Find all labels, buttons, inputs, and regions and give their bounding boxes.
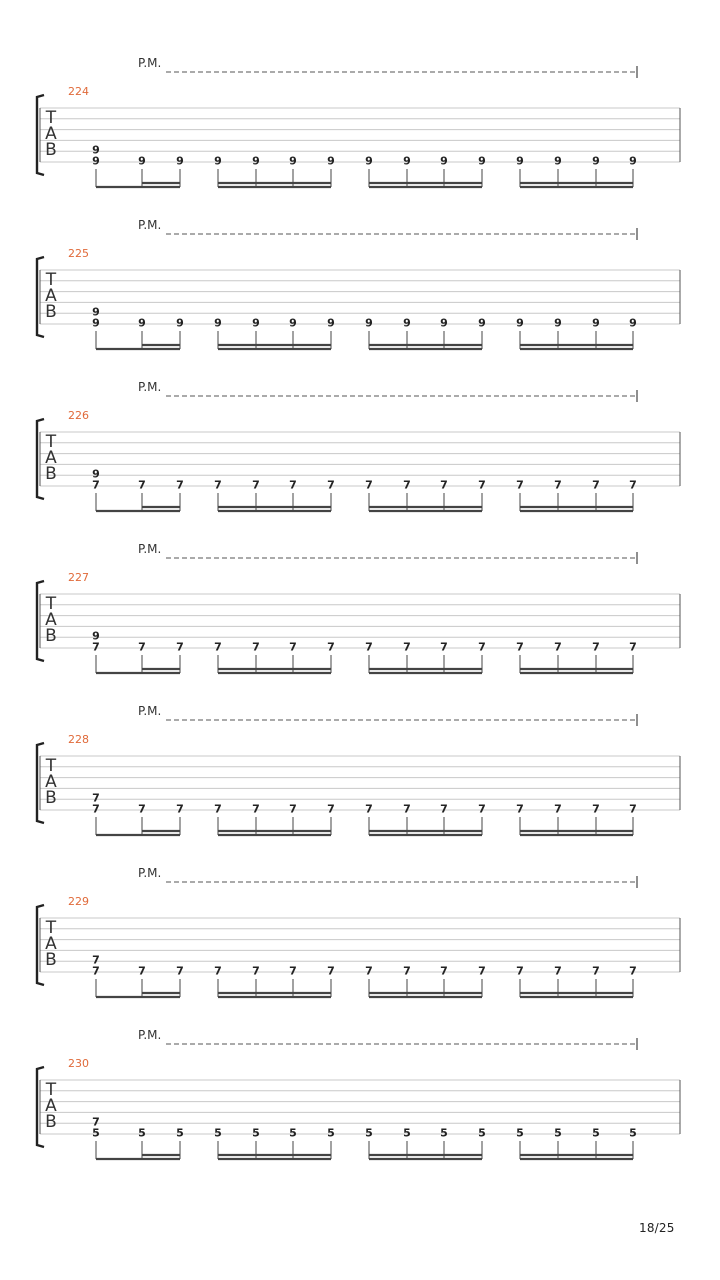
- palm-mute-label: P.M.: [138, 1028, 162, 1042]
- tab-clef-letter: B: [45, 788, 57, 808]
- fret-number: 7: [289, 802, 297, 816]
- fret-number: 7: [629, 640, 637, 654]
- fret-number: 7: [478, 964, 486, 978]
- fret-number: 7: [176, 802, 184, 816]
- fret-number: 9: [252, 316, 260, 330]
- fret-number: 9: [92, 143, 100, 157]
- fret-number: 7: [92, 640, 100, 654]
- fret-number: 9: [176, 154, 184, 168]
- fret-number: 9: [214, 316, 222, 330]
- fret-number: 7: [403, 964, 411, 978]
- fret-number: 7: [214, 640, 222, 654]
- fret-number: 7: [365, 802, 373, 816]
- palm-mute-label: P.M.: [138, 542, 162, 556]
- fret-number: 7: [403, 802, 411, 816]
- tab-system: [37, 218, 680, 349]
- fret-number: 5: [92, 1126, 100, 1140]
- fret-number: 9: [554, 316, 562, 330]
- fret-number: 9: [327, 154, 335, 168]
- tab-clef-letter: A: [45, 1096, 57, 1116]
- tab-clef-letter: A: [45, 286, 57, 306]
- fret-number: 9: [252, 154, 260, 168]
- fret-number: 7: [516, 640, 524, 654]
- fret-number: 5: [327, 1126, 335, 1140]
- fret-number: 7: [478, 478, 486, 492]
- fret-number: 9: [403, 316, 411, 330]
- fret-number: 9: [629, 316, 637, 330]
- fret-number: 7: [289, 640, 297, 654]
- fret-number: 9: [138, 316, 146, 330]
- fret-number: 7: [252, 640, 260, 654]
- fret-number: 7: [252, 478, 260, 492]
- fret-number: 7: [629, 478, 637, 492]
- fret-number: 7: [403, 640, 411, 654]
- fret-number: 5: [516, 1126, 524, 1140]
- fret-number: 9: [440, 316, 448, 330]
- fret-number: 9: [440, 154, 448, 168]
- palm-mute-label: P.M.: [138, 218, 162, 232]
- fret-number: 9: [516, 154, 524, 168]
- fret-number: 7: [592, 802, 600, 816]
- fret-number: 9: [92, 305, 100, 319]
- fret-number: 7: [92, 964, 100, 978]
- tab-clef-letter: T: [45, 594, 57, 614]
- tab-clef-letter: T: [45, 108, 57, 128]
- tab-clef-letter: T: [45, 432, 57, 452]
- fret-number: 7: [365, 640, 373, 654]
- fret-number: 7: [327, 478, 335, 492]
- fret-number: 7: [478, 640, 486, 654]
- fret-number: 7: [138, 640, 146, 654]
- fret-number: 7: [138, 478, 146, 492]
- fret-number: 9: [629, 154, 637, 168]
- fret-number: 7: [327, 964, 335, 978]
- fret-number: 9: [214, 154, 222, 168]
- measure-number: 229: [68, 895, 89, 908]
- fret-number: 7: [214, 478, 222, 492]
- fret-number: 7: [138, 802, 146, 816]
- fret-number: 7: [629, 802, 637, 816]
- fret-number: 5: [138, 1126, 146, 1140]
- fret-number: 9: [289, 316, 297, 330]
- tab-clef-letter: B: [45, 626, 57, 646]
- fret-number: 9: [92, 629, 100, 643]
- fret-number: 7: [176, 478, 184, 492]
- palm-mute-label: P.M.: [138, 704, 162, 718]
- fret-number: 7: [176, 640, 184, 654]
- tab-clef-letter: B: [45, 950, 57, 970]
- tab-system: [37, 704, 680, 835]
- fret-number: 7: [252, 802, 260, 816]
- measure-number: 230: [68, 1057, 89, 1070]
- fret-number: 7: [176, 964, 184, 978]
- page-number: 18/25: [639, 1221, 675, 1235]
- palm-mute-label: P.M.: [138, 866, 162, 880]
- measure-number: 224: [68, 85, 89, 98]
- fret-number: 7: [252, 964, 260, 978]
- tab-clef-letter: A: [45, 772, 57, 792]
- tab-system: [37, 380, 680, 511]
- tab-clef-letter: T: [45, 756, 57, 776]
- fret-number: 7: [214, 802, 222, 816]
- fret-number: 7: [92, 953, 100, 967]
- fret-number: 5: [214, 1126, 222, 1140]
- fret-number: 9: [592, 316, 600, 330]
- tab-clef-letter: B: [45, 464, 57, 484]
- fret-number: 7: [554, 478, 562, 492]
- fret-number: 7: [516, 802, 524, 816]
- fret-number: 7: [403, 478, 411, 492]
- fret-number: 7: [440, 964, 448, 978]
- measure-number: 227: [68, 571, 89, 584]
- fret-number: 7: [92, 478, 100, 492]
- fret-number: 7: [214, 964, 222, 978]
- fret-number: 5: [403, 1126, 411, 1140]
- fret-number: 5: [478, 1126, 486, 1140]
- tab-clef-letter: B: [45, 302, 57, 322]
- fret-number: 9: [138, 154, 146, 168]
- fret-number: 7: [92, 1115, 100, 1129]
- fret-number: 7: [554, 964, 562, 978]
- fret-number: 7: [592, 640, 600, 654]
- fret-number: 7: [440, 802, 448, 816]
- fret-number: 7: [516, 964, 524, 978]
- fret-number: 5: [554, 1126, 562, 1140]
- fret-number: 5: [289, 1126, 297, 1140]
- fret-number: 5: [440, 1126, 448, 1140]
- fret-number: 5: [592, 1126, 600, 1140]
- fret-number: 7: [478, 802, 486, 816]
- tab-clef-letter: T: [45, 918, 57, 938]
- fret-number: 9: [403, 154, 411, 168]
- tab-clef-letter: B: [45, 140, 57, 160]
- fret-number: 7: [289, 964, 297, 978]
- fret-number: 7: [138, 964, 146, 978]
- tab-system: [37, 866, 680, 997]
- tab-clef-letter: A: [45, 124, 57, 144]
- fret-number: 5: [365, 1126, 373, 1140]
- fret-number: 7: [554, 640, 562, 654]
- fret-number: 5: [629, 1126, 637, 1140]
- fret-number: 9: [92, 316, 100, 330]
- tab-clef-letter: A: [45, 934, 57, 954]
- fret-number: 9: [478, 316, 486, 330]
- tab-clef-letter: B: [45, 1112, 57, 1132]
- fret-number: 7: [592, 964, 600, 978]
- fret-number: 7: [365, 478, 373, 492]
- fret-number: 9: [92, 467, 100, 481]
- fret-number: 7: [554, 802, 562, 816]
- measure-number: 225: [68, 247, 89, 260]
- fret-number: 7: [440, 640, 448, 654]
- measure-number: 226: [68, 409, 89, 422]
- fret-number: 9: [327, 316, 335, 330]
- fret-number: 7: [327, 802, 335, 816]
- fret-number: 9: [289, 154, 297, 168]
- fret-number: 9: [365, 154, 373, 168]
- fret-number: 7: [629, 964, 637, 978]
- fret-number: 9: [516, 316, 524, 330]
- fret-number: 7: [92, 791, 100, 805]
- fret-number: 7: [592, 478, 600, 492]
- measure-number: 228: [68, 733, 89, 746]
- tab-system: [37, 1028, 680, 1159]
- fret-number: 9: [554, 154, 562, 168]
- fret-number: 5: [252, 1126, 260, 1140]
- fret-number: 9: [592, 154, 600, 168]
- tab-clef-letter: T: [45, 1080, 57, 1100]
- palm-mute-label: P.M.: [138, 380, 162, 394]
- fret-number: 7: [440, 478, 448, 492]
- fret-number: 9: [478, 154, 486, 168]
- tab-clef-letter: A: [45, 610, 57, 630]
- fret-number: 9: [365, 316, 373, 330]
- fret-number: 7: [327, 640, 335, 654]
- palm-mute-label: P.M.: [138, 56, 162, 70]
- tab-clef-letter: T: [45, 270, 57, 290]
- fret-number: 7: [516, 478, 524, 492]
- fret-number: 7: [365, 964, 373, 978]
- fret-number: 5: [176, 1126, 184, 1140]
- fret-number: 7: [289, 478, 297, 492]
- tab-clef-letter: A: [45, 448, 57, 468]
- fret-number: 9: [92, 154, 100, 168]
- fret-number: 7: [92, 802, 100, 816]
- tab-system: [37, 56, 680, 187]
- tab-system: [37, 542, 680, 673]
- fret-number: 9: [176, 316, 184, 330]
